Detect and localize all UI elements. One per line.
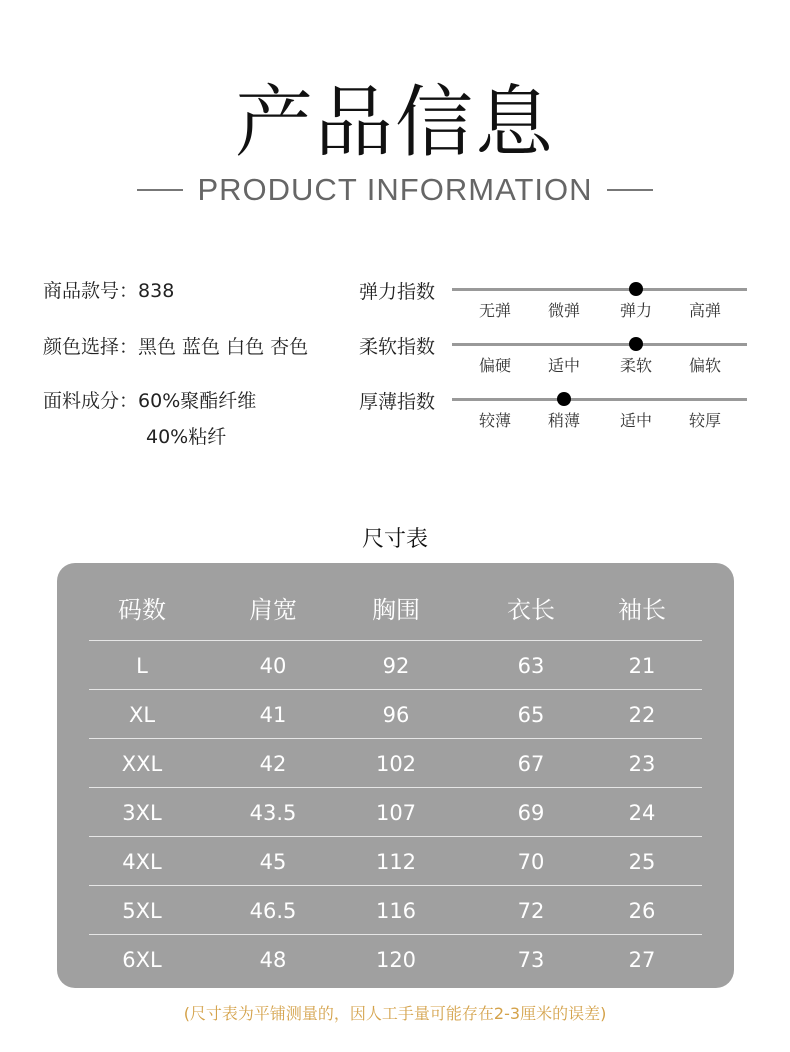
table-cell: 67 [517, 752, 545, 776]
index-track [452, 288, 747, 291]
index-option: 稍薄 [547, 411, 581, 430]
table-cell: 65 [517, 703, 545, 727]
index-option: 较厚 [688, 411, 722, 430]
index-option: 较薄 [478, 411, 512, 430]
index-track [452, 398, 747, 401]
table-row [89, 886, 702, 935]
index-track [452, 343, 747, 346]
fabric-row [43, 386, 256, 413]
index-option: 无弹 [478, 301, 512, 320]
subtitle-line-right [607, 189, 653, 191]
color-row [43, 332, 308, 359]
table-cell: 92 [382, 654, 410, 678]
index-options [452, 408, 747, 432]
table-cell: 42 [259, 752, 287, 776]
table-cell: 107 [375, 801, 417, 825]
table-cell: 63 [517, 654, 545, 678]
table-row [89, 690, 702, 739]
fabric-label: 面料成分： [43, 390, 139, 412]
table-cell: 72 [517, 899, 545, 923]
style-number-value: 838 [138, 280, 175, 302]
column-header: 胸围 [372, 596, 420, 624]
index-option: 偏硬 [478, 356, 512, 375]
table-cell: 6XL [122, 948, 162, 972]
size-chart-title: 尺寸表 [361, 527, 428, 552]
table-cell: 45 [259, 850, 287, 874]
table-cell: 23 [628, 752, 656, 776]
color-label: 颜色选择： [43, 336, 139, 358]
table-cell: 21 [628, 654, 656, 678]
table-cell: 102 [375, 752, 417, 776]
index-marker [557, 392, 571, 406]
table-cell: XXL [121, 752, 163, 776]
size-chart-card [57, 563, 734, 988]
table-cell: L [136, 654, 148, 678]
table-cell: 22 [628, 703, 656, 727]
table-cell: 25 [628, 850, 656, 874]
index-option: 适中 [619, 411, 653, 430]
column-header: 袖长 [618, 596, 666, 624]
index-options [452, 353, 747, 377]
fabric-value-1: 60%聚酯纤维 [138, 390, 257, 412]
table-row [89, 641, 702, 690]
table-row [89, 837, 702, 886]
table-cell: 5XL [122, 899, 162, 923]
index-label: 弹力指数 [359, 281, 436, 303]
table-cell: 48 [259, 948, 287, 972]
index-options [452, 298, 747, 322]
index-option: 高弹 [688, 301, 722, 320]
table-cell: 24 [628, 801, 656, 825]
table-cell: 4XL [122, 850, 162, 874]
style-number-label: 商品款号： [43, 280, 139, 302]
size-table [89, 583, 702, 983]
column-header: 肩宽 [249, 596, 297, 624]
table-cell: 43.5 [249, 801, 297, 825]
table-row [89, 739, 702, 788]
index-label: 厚薄指数 [359, 391, 436, 413]
table-row [89, 788, 702, 837]
page-title: 产品信息 [234, 78, 555, 168]
table-cell: 3XL [122, 801, 162, 825]
index-option: 微弹 [547, 301, 581, 320]
index-option: 弹力 [619, 301, 653, 320]
index-marker [629, 337, 643, 351]
table-cell: 112 [375, 850, 417, 874]
column-header: 衣长 [507, 596, 555, 624]
subtitle-line-left [137, 189, 183, 191]
table-cell: 46.5 [249, 899, 297, 923]
index-option: 偏软 [688, 356, 722, 375]
table-cell: 96 [382, 703, 410, 727]
index-option: 柔软 [619, 356, 653, 375]
table-cell: 120 [375, 948, 417, 972]
index-option: 适中 [547, 356, 581, 375]
table-cell: 70 [517, 850, 545, 874]
table-cell: 27 [628, 948, 656, 972]
fabric-value-2: 40%粘纤 [146, 426, 227, 448]
page-subtitle: PRODUCT INFORMATION [197, 172, 593, 207]
table-cell: 69 [517, 801, 545, 825]
table-header-row [89, 583, 702, 641]
index-label: 柔软指数 [359, 336, 436, 358]
table-cell: XL [128, 703, 156, 727]
table-cell: 73 [517, 948, 545, 972]
style-number-row [43, 276, 174, 303]
table-cell: 116 [375, 899, 417, 923]
table-cell: 41 [259, 703, 287, 727]
index-marker [629, 282, 643, 296]
table-cell: 40 [259, 654, 287, 678]
color-value: 黑色 蓝色 白色 杏色 [138, 336, 309, 358]
table-cell: 26 [628, 899, 656, 923]
column-header: 码数 [118, 596, 166, 624]
table-row [89, 935, 702, 983]
measurement-note: (尺寸表为平铺测量的，因人工手量可能存在2-3厘米的误差) [183, 1004, 607, 1023]
subtitle-row [0, 170, 790, 210]
